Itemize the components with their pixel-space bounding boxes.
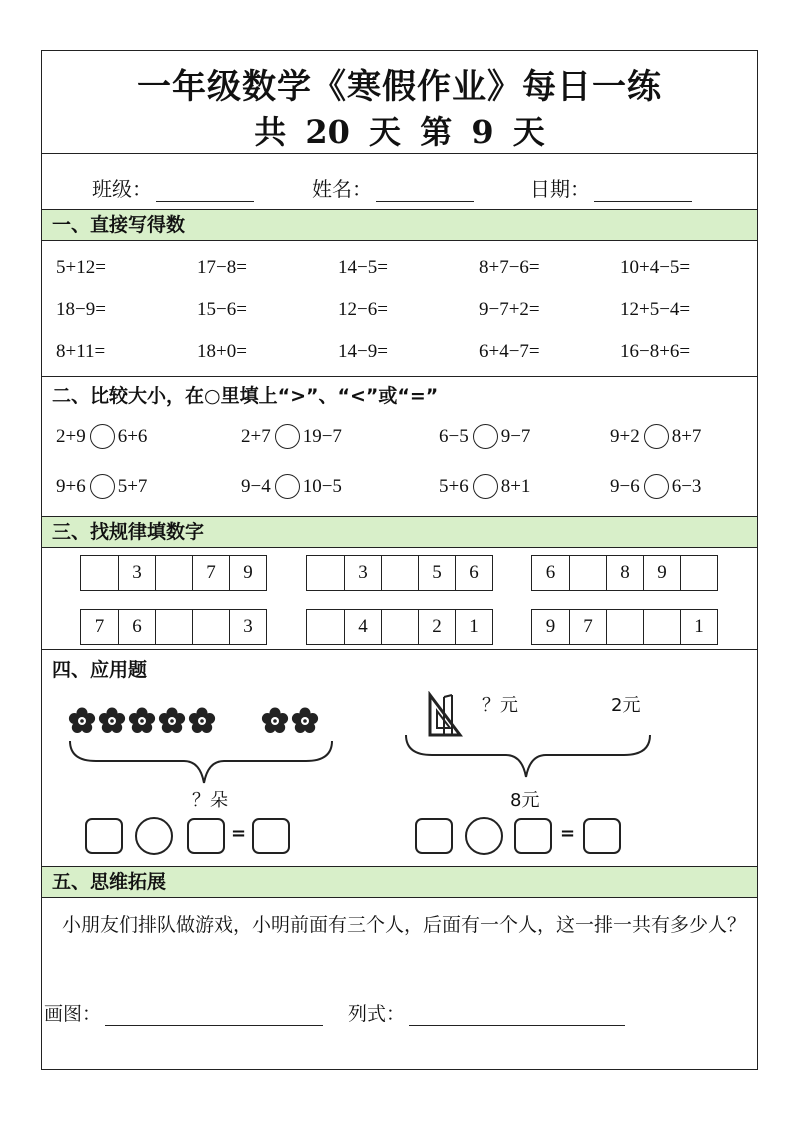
sequence-cell[interactable] — [680, 556, 717, 590]
sequence-cell: 1 — [680, 610, 717, 644]
sequence-cell: 4 — [344, 610, 381, 644]
flower-icon — [292, 708, 318, 734]
flower-icon — [189, 708, 215, 734]
sequence-cell: 3 — [118, 556, 155, 590]
compare-right: 6−3 — [671, 475, 702, 497]
sequence-cell[interactable] — [192, 610, 229, 644]
compare-right: 19−7 — [302, 425, 342, 447]
arithmetic-item[interactable]: 8+11= — [56, 341, 106, 362]
sequence-cell: 9 — [643, 556, 680, 590]
compare-circle[interactable] — [90, 474, 115, 499]
sequence-cell[interactable] — [155, 556, 192, 590]
divider — [42, 547, 757, 548]
compare-left: 6−5 — [439, 425, 469, 447]
compare-right: 8+1 — [500, 475, 531, 497]
compare-circle[interactable] — [644, 474, 669, 499]
answer-box[interactable] — [583, 818, 621, 854]
sequence-cell[interactable] — [81, 556, 118, 590]
sequence-cell[interactable] — [643, 610, 680, 644]
name-field: 姓名： — [312, 173, 474, 202]
flowers-illustration — [66, 701, 336, 791]
page-title: 一年级数学《寒假作业》每日一练 — [137, 67, 662, 107]
sequence-cell: 6 — [455, 556, 492, 590]
compare-circle[interactable] — [473, 424, 498, 449]
compare-left: 9−6 — [610, 475, 640, 497]
answer-box[interactable] — [514, 818, 552, 854]
compare-left: 5+6 — [439, 475, 469, 497]
divider — [42, 240, 757, 241]
sequence-cell: 3 — [344, 556, 381, 590]
sequence-cell: 6 — [118, 610, 155, 644]
number-sequence — [531, 555, 718, 591]
name-blank[interactable] — [376, 181, 474, 202]
sequence-cell[interactable] — [606, 610, 643, 644]
arithmetic-item[interactable]: 15−6= — [197, 299, 247, 320]
flower-icon — [99, 708, 125, 734]
arithmetic-item[interactable]: 14−9= — [338, 341, 388, 362]
flower-icon — [262, 708, 288, 734]
sequence-cell: 2 — [418, 610, 455, 644]
compare-item — [439, 424, 530, 449]
draw-blank[interactable] — [105, 1005, 323, 1026]
compare-left: 2+9 — [56, 425, 86, 447]
question-text: 小朋友们排队做游戏，小明前面有三个人，后面有一个人，这一排一共有多少人？ — [62, 914, 747, 936]
arithmetic-item[interactable]: 14−5= — [338, 257, 388, 278]
section-2-header: 二、比较大小，在○里填上“>”、“<”或“=” — [52, 385, 439, 407]
divider — [42, 153, 757, 154]
worksheet — [41, 50, 758, 1070]
sequence-cell[interactable] — [569, 556, 606, 590]
compare-circle[interactable] — [90, 424, 115, 449]
compare-circle[interactable] — [644, 424, 669, 449]
answer-box[interactable] — [415, 818, 453, 854]
sequence-cell: 6 — [545, 562, 556, 583]
answer-box[interactable] — [252, 818, 290, 854]
divider — [42, 649, 757, 650]
compare-item — [56, 474, 147, 499]
equals-sign: = — [560, 823, 576, 844]
sequence-cell: 7 — [94, 616, 105, 637]
compare-right: 5+7 — [117, 475, 148, 497]
compare-left: 9+6 — [56, 475, 86, 497]
compare-right: 8+7 — [671, 425, 702, 447]
compare-right: 6+6 — [117, 425, 148, 447]
arithmetic-item[interactable]: 16−8+6= — [620, 341, 691, 362]
compare-left: 9−4 — [241, 475, 271, 497]
equals-sign: = — [231, 823, 247, 844]
brace — [70, 741, 332, 783]
sequence-cell[interactable] — [381, 610, 418, 644]
compare-circle[interactable] — [275, 474, 300, 499]
operator-circle[interactable] — [135, 817, 173, 855]
class-field: 班级： — [92, 173, 254, 202]
answer-box[interactable] — [187, 818, 225, 854]
sequence-cell: 9 — [229, 556, 266, 590]
number-sequence — [80, 609, 267, 645]
arithmetic-item[interactable]: 5+12= — [56, 257, 106, 278]
formula-field: 列式： — [348, 999, 625, 1026]
arithmetic-item[interactable]: 8+7−6= — [479, 257, 540, 278]
divider — [42, 897, 757, 898]
known-price-label: 2元 — [611, 695, 641, 716]
date-blank[interactable] — [594, 181, 692, 202]
arithmetic-item[interactable]: 12−6= — [338, 299, 388, 320]
compare-circle[interactable] — [473, 474, 498, 499]
sequence-cell: 1 — [455, 610, 492, 644]
unknown-price-label: ？元 — [482, 695, 518, 716]
formula-blank[interactable] — [409, 1005, 625, 1026]
number-sequence — [80, 555, 267, 591]
arithmetic-item[interactable]: 18+0= — [197, 341, 247, 362]
compare-left: 2+7 — [241, 425, 271, 447]
sequence-cell: 8 — [606, 556, 643, 590]
arithmetic-item[interactable]: 6+4−7= — [479, 341, 540, 362]
answer-box[interactable] — [85, 818, 123, 854]
arithmetic-item[interactable]: 9−7+2= — [479, 299, 540, 320]
flower-icon — [69, 708, 95, 734]
class-blank[interactable] — [156, 181, 254, 202]
flower-icon — [159, 708, 185, 734]
compare-right: 9−7 — [500, 425, 531, 447]
flower-icon — [129, 708, 155, 734]
compare-right: 10−5 — [302, 475, 342, 497]
section-5-header: 五、思维拓展 — [42, 867, 757, 897]
compare-item — [56, 424, 147, 449]
number-sequence — [306, 555, 493, 591]
compare-item — [610, 424, 701, 449]
page-subtitle: 共 20 天 第 9 天 — [254, 113, 545, 151]
compare-circle[interactable] — [275, 424, 300, 449]
sequence-cell: 5 — [418, 556, 455, 590]
sequence-cell[interactable] — [381, 556, 418, 590]
flowers-total-label: ？朵 — [192, 790, 228, 811]
compare-item — [610, 474, 701, 499]
draw-field: 画图： — [44, 999, 323, 1026]
sequence-cell: 3 — [229, 610, 266, 644]
arithmetic-item[interactable]: 17−8= — [197, 257, 247, 278]
compare-item — [439, 474, 530, 499]
sequence-cell: 7 — [569, 610, 606, 644]
arithmetic-item[interactable]: 18−9= — [56, 299, 106, 320]
total-price-label: 8元 — [510, 790, 540, 811]
arithmetic-item[interactable]: 12+5−4= — [620, 299, 691, 320]
compare-item — [241, 474, 342, 499]
sequence-cell[interactable] — [155, 610, 192, 644]
section-4-header: 四、应用题 — [52, 659, 148, 681]
sequence-cell: 9 — [545, 616, 556, 637]
brace — [402, 731, 654, 791]
divider — [42, 376, 757, 377]
section-3-header: 三、找规律填数字 — [42, 517, 757, 547]
sequence-cell[interactable] — [307, 610, 344, 644]
number-sequence — [306, 609, 493, 645]
section-1-header: 一、直接写得数 — [42, 210, 757, 240]
arithmetic-item[interactable]: 10+4−5= — [620, 257, 691, 278]
compare-left: 9+2 — [610, 425, 640, 447]
sequence-cell[interactable] — [307, 556, 344, 590]
compare-item — [241, 424, 342, 449]
sequence-cell: 7 — [192, 556, 229, 590]
date-field: 日期： — [530, 173, 692, 202]
operator-circle[interactable] — [465, 817, 503, 855]
number-sequence — [531, 609, 718, 645]
